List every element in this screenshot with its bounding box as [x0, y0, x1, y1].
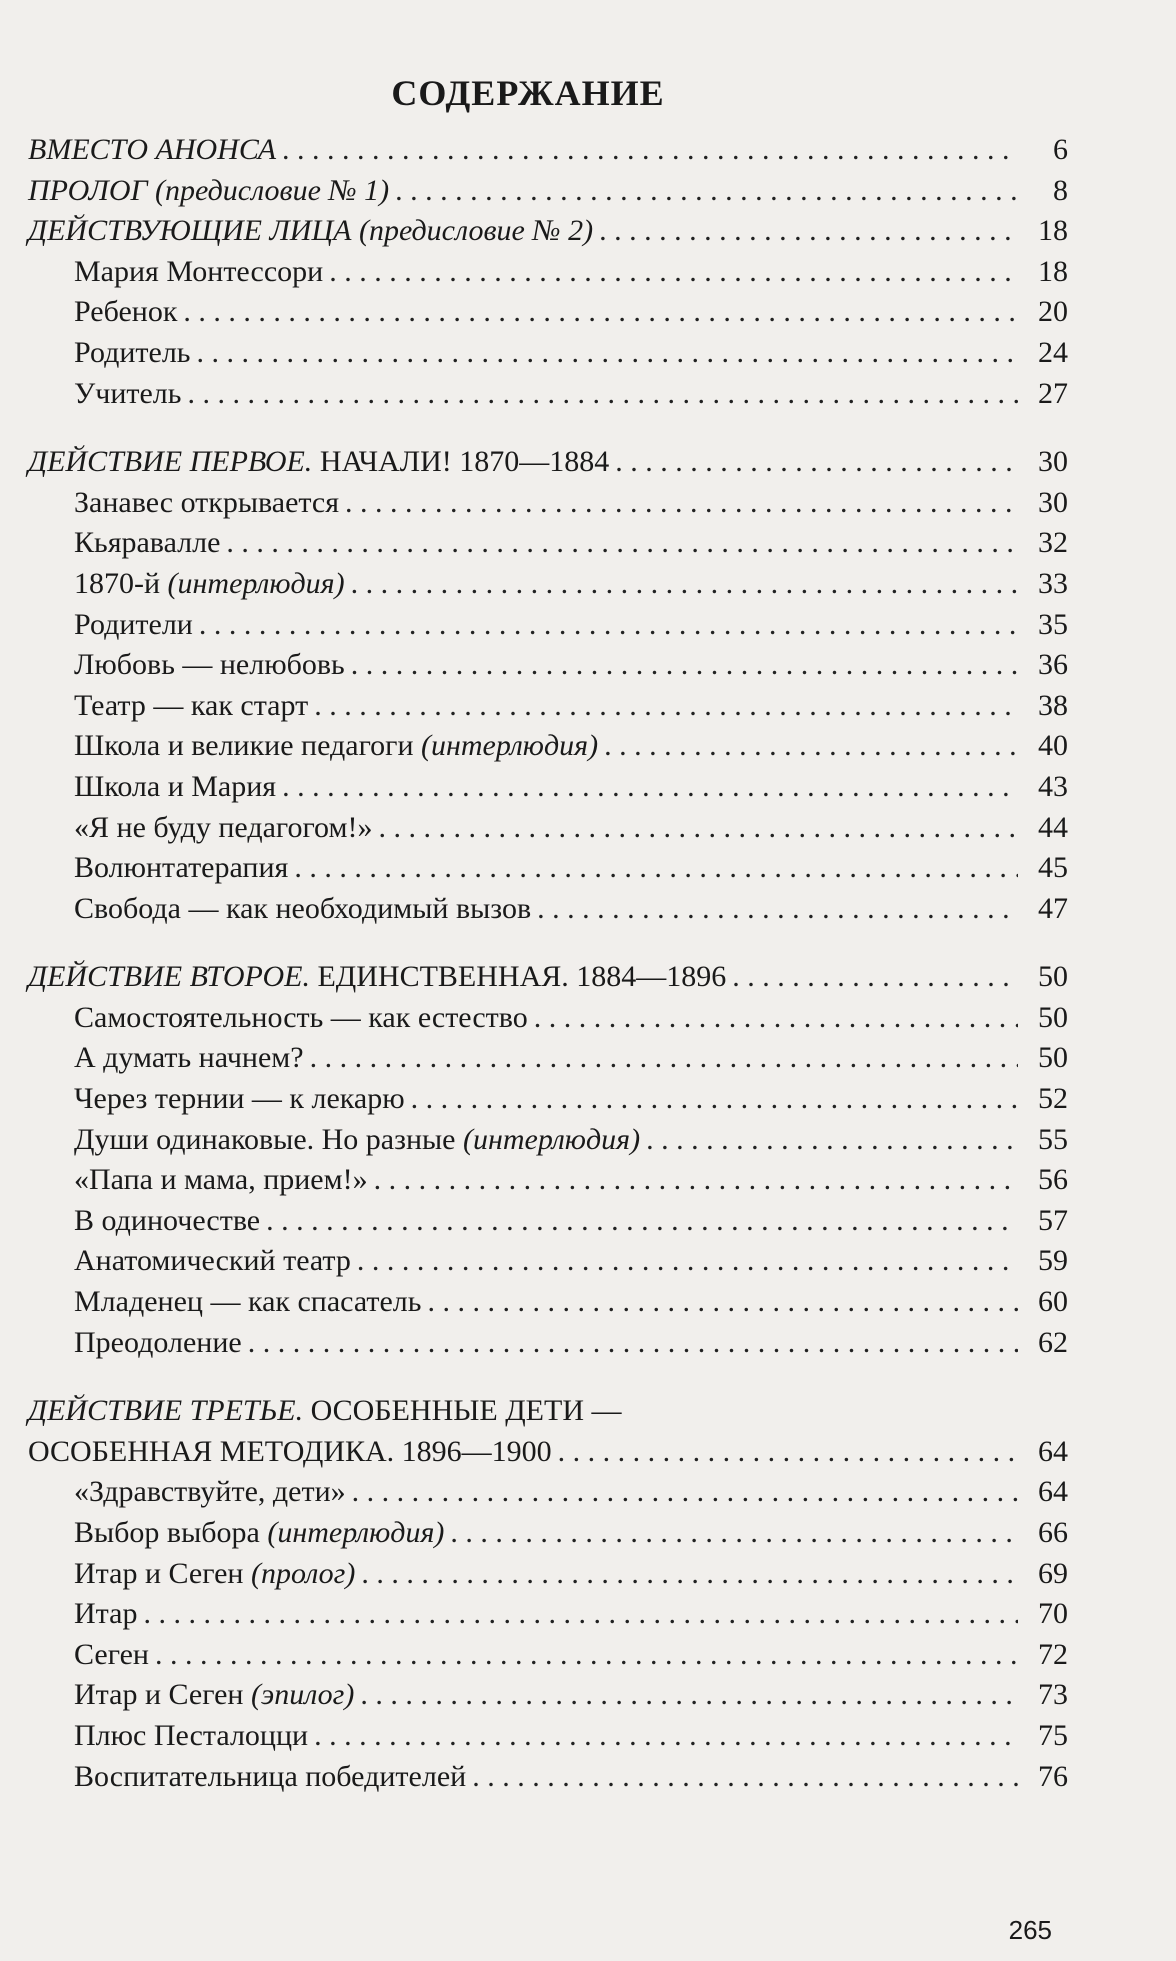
- toc-entry: [28, 1038, 1068, 1079]
- page-ref: 18: [1038, 254, 1068, 288]
- entry-title: [74, 374, 181, 415]
- leader-dots: [604, 726, 1018, 767]
- entry-text: Мария Монтессори: [74, 254, 324, 288]
- toc-entry: [28, 333, 1068, 374]
- leader-dots: [361, 1554, 1018, 1595]
- page-ref: 35: [1038, 607, 1068, 641]
- toc-entry: [28, 1594, 1068, 1635]
- entry-title: [28, 442, 609, 483]
- page-ref: 62: [1038, 1325, 1068, 1359]
- entry-title: [74, 1038, 304, 1079]
- entry-title: [28, 130, 276, 171]
- page-ref: 57: [1038, 1203, 1068, 1237]
- entry-text: Школа и Мария: [74, 769, 277, 803]
- toc-entry: [28, 1757, 1068, 1798]
- entry-title: [74, 483, 339, 524]
- page-ref: 45: [1038, 851, 1068, 885]
- entry-title: [74, 1675, 354, 1716]
- entry-text: Анатомический театр: [74, 1244, 351, 1278]
- toc-entry: [28, 523, 1068, 564]
- toc-entry: [28, 998, 1068, 1039]
- entry-text: Младенец — как спасатель: [74, 1285, 422, 1319]
- page-ref: 64: [1038, 1475, 1068, 1509]
- toc-entry: [28, 889, 1068, 930]
- leader-dots: [266, 1201, 1018, 1242]
- entry-text: Преодоление: [74, 1325, 242, 1359]
- page-ref: 33: [1038, 566, 1068, 600]
- leader-dots: [345, 483, 1018, 524]
- entry-title: [74, 1594, 137, 1635]
- page-ref: 50: [1038, 1000, 1068, 1034]
- page-ref: 72: [1038, 1637, 1068, 1671]
- page-ref: 50: [1038, 960, 1068, 994]
- leader-dots: [352, 1472, 1018, 1513]
- leader-dots: [248, 1323, 1018, 1364]
- toc-entry: [28, 374, 1068, 415]
- entry-title: [74, 1282, 421, 1323]
- entry-italic: ПРОЛОГ (предисловие № 1): [28, 173, 390, 207]
- leader-dots: [187, 374, 1018, 415]
- leader-dots: [226, 523, 1018, 564]
- leader-dots: [294, 848, 1018, 889]
- page-ref: 6: [1053, 133, 1068, 166]
- toc-entry: [28, 1282, 1068, 1323]
- toc-entry: [28, 1554, 1068, 1595]
- toc-entry: [28, 1079, 1068, 1120]
- entry-text: Выбор выбора: [74, 1516, 268, 1549]
- leader-dots: [351, 645, 1018, 686]
- entry-text: В одиночестве: [74, 1203, 261, 1237]
- toc-entry: [28, 848, 1068, 889]
- entry-title: [74, 726, 598, 767]
- entry-title: [74, 1716, 308, 1757]
- entry-title: [74, 848, 288, 889]
- entry-italic: ВМЕСТО АНОНСА: [28, 133, 277, 166]
- entry-title: [74, 1472, 346, 1513]
- entry-text: 1870-й: [74, 566, 168, 600]
- toc-entry: [28, 171, 1068, 212]
- leader-dots: [450, 1513, 1018, 1554]
- toc-entry: [28, 1120, 1068, 1161]
- page-ref: 66: [1038, 1516, 1068, 1549]
- page-ref: 40: [1038, 729, 1068, 763]
- entry-note: (интерлюдия): [267, 1516, 445, 1549]
- entry-text: Любовь — нелюбовь: [74, 648, 345, 682]
- entry-title: [74, 1757, 466, 1798]
- page-ref: 60: [1038, 1285, 1068, 1319]
- entry-title: [74, 1554, 355, 1595]
- leader-dots: [329, 252, 1018, 293]
- toc-entry: [28, 1201, 1068, 1242]
- entry-text: ОСОБЕННЫЕ ДЕТИ —: [303, 1394, 622, 1428]
- entry-title: [74, 767, 276, 808]
- page-ref: 43: [1038, 769, 1068, 803]
- toc-entry: [28, 483, 1068, 524]
- entry-title: [74, 333, 190, 374]
- page-ref: 55: [1038, 1122, 1068, 1156]
- leader-dots: [472, 1757, 1018, 1798]
- entry-title: [74, 808, 372, 849]
- entry-note: (эпилог): [250, 1678, 355, 1712]
- page-ref: 52: [1038, 1082, 1068, 1116]
- entry-text: Сеген: [74, 1637, 149, 1671]
- entry-title: [74, 686, 308, 727]
- leader-dots: [395, 171, 1018, 212]
- entry-title: [74, 1120, 640, 1161]
- leader-dots: [646, 1120, 1018, 1161]
- entry-text: «Здравствуйте, дети»: [74, 1475, 346, 1509]
- leader-dots: [282, 130, 1018, 171]
- entry-text: Итар и Сеген: [74, 1678, 251, 1712]
- toc-list: [28, 130, 1068, 1363]
- entry-title: [28, 171, 389, 212]
- page-ref: 30: [1038, 485, 1068, 519]
- leader-dots: [615, 442, 1018, 483]
- entry-title: [74, 564, 345, 605]
- toc-entry-act3-line2: [28, 1432, 1068, 1473]
- entry-title: [74, 1241, 351, 1282]
- leader-dots: [374, 1160, 1018, 1201]
- page-ref: 36: [1038, 648, 1068, 682]
- toc-entry: [28, 1472, 1068, 1513]
- toc-entry: [28, 130, 1068, 171]
- toc-entry: [28, 767, 1068, 808]
- entry-text: Родитель: [74, 335, 191, 369]
- entry-title: [74, 1160, 368, 1201]
- page-ref: 47: [1038, 891, 1068, 925]
- page-ref: 8: [1053, 173, 1068, 207]
- page-ref: 30: [1038, 445, 1068, 479]
- page-title: СОДЕРЖАНИЕ: [391, 73, 665, 113]
- leader-dots: [534, 998, 1018, 1039]
- leader-dots: [599, 211, 1018, 252]
- leader-dots: [558, 1432, 1018, 1473]
- leader-dots: [378, 808, 1018, 849]
- entry-title: [74, 523, 220, 564]
- entry-text: Театр — как старт: [74, 688, 309, 722]
- leader-dots: [357, 1241, 1018, 1282]
- entry-italic: ДЕЙСТВИЕ ТРЕТЬЕ.: [28, 1394, 304, 1428]
- leader-dots: [155, 1635, 1018, 1676]
- leader-dots: [183, 292, 1018, 333]
- toc-entry: [28, 252, 1068, 293]
- entry-title: [74, 645, 345, 686]
- entry-text: НАЧАЛИ! 1870—1884: [312, 445, 610, 479]
- entry-text: Свобода — как необходимый вызов: [74, 891, 532, 925]
- toc-entry: [28, 1513, 1068, 1554]
- toc-page: [28, 72, 1068, 1797]
- leader-dots: [196, 333, 1018, 374]
- entry-title: [28, 957, 726, 998]
- entry-text: Занавес открывается: [74, 485, 340, 519]
- page-ref: 32: [1038, 526, 1068, 560]
- entry-text: ЕДИНСТВЕННАЯ. 1884—1896: [309, 960, 727, 994]
- entry-text: Через тернии — к лекарю: [74, 1082, 405, 1116]
- page-ref: 59: [1038, 1244, 1068, 1278]
- page-ref: 27: [1038, 376, 1068, 410]
- entry-text: Школа и великие педагоги: [74, 729, 422, 763]
- entry-text: Плюс Песталоцци: [74, 1718, 309, 1752]
- toc-entry: [28, 957, 1068, 998]
- entry-note: (интерлюдия): [421, 729, 599, 763]
- leader-dots: [314, 686, 1018, 727]
- entry-title: [74, 998, 528, 1039]
- entry-text: Души одинаковые. Но разные: [74, 1122, 463, 1156]
- page-ref: 18: [1038, 214, 1068, 248]
- page-ref: 50: [1038, 1041, 1068, 1075]
- page-ref: 38: [1038, 688, 1068, 722]
- entry-italic: ДЕЙСТВИЕ ПЕРВОЕ.: [28, 445, 313, 479]
- entry-text: Волюнтатерапия: [74, 851, 289, 885]
- entry-italic: ДЕЙСТВИЕ ВТОРОЕ.: [28, 960, 310, 994]
- entry-title: [74, 1201, 260, 1242]
- leader-dots: [411, 1079, 1018, 1120]
- leader-dots: [537, 889, 1018, 930]
- page-number: 265: [1008, 1915, 1052, 1945]
- entry-text: Кьяравалле: [74, 526, 221, 560]
- leader-dots: [143, 1594, 1018, 1635]
- toc-entry: [28, 726, 1068, 767]
- entry-text: Учитель: [74, 376, 182, 410]
- entry-text: Воспитательница победителей: [74, 1759, 467, 1793]
- entry-text: Родители: [74, 607, 193, 641]
- entry-title: [74, 252, 323, 293]
- entry-note: (интерлюдия): [167, 566, 345, 600]
- entry-italic: ДЕЙСТВУЮЩИЕ ЛИЦА (предисловие № 2): [28, 214, 594, 248]
- entry-text: Ребенок: [74, 295, 178, 329]
- entry-text: А думать начнем?: [74, 1041, 304, 1075]
- toc-entry: [28, 1160, 1068, 1201]
- toc-entry: [28, 1241, 1068, 1282]
- leader-dots: [427, 1282, 1018, 1323]
- leader-dots: [199, 605, 1018, 646]
- entry-title: [74, 1635, 149, 1676]
- toc-entry: [28, 442, 1068, 483]
- entry-title: [74, 889, 531, 930]
- page-ref: 76: [1038, 1759, 1068, 1793]
- page-ref: 56: [1038, 1163, 1068, 1197]
- leader-dots: [351, 564, 1018, 605]
- entry-text: Итар: [74, 1597, 138, 1631]
- leader-dots: [282, 767, 1018, 808]
- toc-entry-act3-line1: [28, 1391, 1068, 1432]
- toc-list-2: [28, 1472, 1068, 1797]
- leader-dots: [314, 1716, 1018, 1757]
- toc-entry: [28, 686, 1068, 727]
- entry-text: Самостоятельность — как естество: [74, 1000, 528, 1034]
- entry-title: [28, 211, 593, 252]
- page-ref: 70: [1038, 1597, 1068, 1631]
- entry-text: ОСОБЕННАЯ МЕТОДИКА. 1896—1900: [28, 1434, 552, 1468]
- page-ref: 24: [1038, 335, 1068, 369]
- entry-title: [74, 1513, 444, 1554]
- leader-dots: [310, 1038, 1018, 1079]
- leader-dots: [732, 957, 1018, 998]
- page-ref: 75: [1038, 1718, 1068, 1752]
- page-ref: 64: [1038, 1434, 1068, 1468]
- entry-text: Итар и Сеген: [74, 1556, 251, 1590]
- page-ref: 44: [1038, 810, 1068, 844]
- page-ref: 20: [1038, 295, 1068, 329]
- entry-title: [74, 605, 193, 646]
- toc-entry: [28, 1323, 1068, 1364]
- toc-entry: [28, 564, 1068, 605]
- entry-text: «Папа и мама, прием!»: [74, 1163, 368, 1197]
- toc-entry: [28, 211, 1068, 252]
- page-ref: 73: [1038, 1678, 1068, 1712]
- leader-dots: [360, 1675, 1018, 1716]
- toc-entry: [28, 1635, 1068, 1676]
- page-ref: 69: [1038, 1556, 1068, 1590]
- toc-entry: [28, 1716, 1068, 1757]
- entry-title: [74, 1323, 242, 1364]
- entry-title: [74, 1079, 405, 1120]
- toc-entry: [28, 605, 1068, 646]
- entry-note: (пролог): [250, 1556, 356, 1590]
- toc-entry: [28, 1675, 1068, 1716]
- toc-entry: [28, 808, 1068, 849]
- entry-text: «Я не буду педагогом!»: [74, 810, 373, 844]
- toc-entry: [28, 292, 1068, 333]
- entry-note: (интерлюдия): [463, 1122, 641, 1156]
- toc-entry: [28, 645, 1068, 686]
- entry-title: [74, 292, 177, 333]
